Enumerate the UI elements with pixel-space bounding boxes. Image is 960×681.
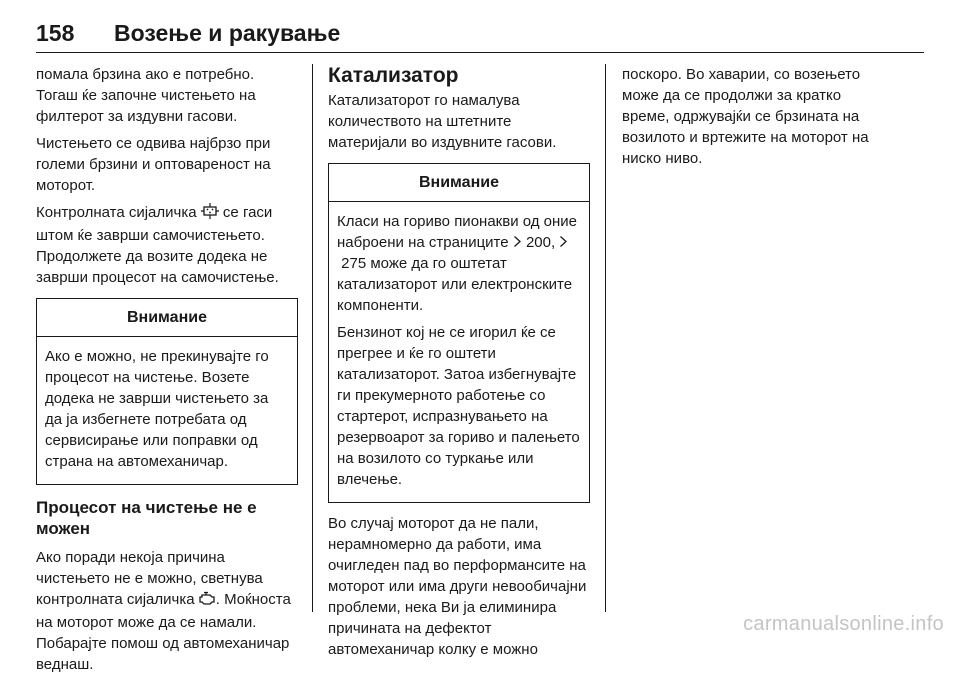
text: се гаси штом ќе заврши самочистењето. Продолжете да возите додека не заврши процесот на самочистење. [36,204,279,286]
column-right [622,64,890,175]
caution-text: Бензинот кој не се игорил ќе се прегрее и ќе го оштети катализаторот. Затоа избегнувајте ги прекумерното работење со стартерот, испразнувањето на резервоарот за гориво и палењето на возилото со туркање или влечење. [337,324,580,488]
page-ref-arrow-icon [559,233,568,246]
text: , [550,234,560,251]
page-ref-arrow-icon [513,233,522,246]
text: може да го оштетат катализаторот или електронските компоненти. [337,255,573,314]
column-divider [605,64,606,612]
page-ref[interactable]: 275 [341,255,367,272]
watermark: carmanualsonline.info [743,613,944,635]
page-ref[interactable]: 200 [525,234,551,251]
column-divider [312,64,313,612]
page-header [36,18,924,53]
caution-title: Внимание [329,164,589,202]
exhaust-filter-icon [201,203,219,225]
caution-text [337,211,581,316]
paragraph: Катализаторот го намалува количеството на штетните материјали во издувните гасови. [328,92,557,151]
section-heading: Процесот на чистење не е можен [36,498,257,538]
caution-text: Ако е можно, не прекинувајте го процесот на чистење. Возете додека не заврши чистењето за да ја избегнете потребата од сервисирање или поправки од страна на автомеханичар. [45,348,269,470]
column-middle [328,64,590,666]
text: Контролната сијаличка [36,204,201,221]
text: . Моќноста на моторот може да се намали. Побарајте помош од автомеханичар веднаш. [36,591,291,673]
text: Класи на гориво пионакви од оние наброени на страниците [337,213,578,251]
caution-box [36,298,298,485]
chapter-title: Возење и ракување [114,20,341,46]
paragraph [36,547,298,675]
page-number: 158 [36,20,75,46]
paragraph: помала брзина ако е потребно. Тогаш ќе започне чистењето на филтерот за издувни гасови. [36,66,256,125]
paragraph [36,202,298,288]
paragraph: поскоро. Во хаварии, со возењето може да се продолжи за кратко време, одржувајќи се брзината на возилото и вртежите на моторот на ниско ниво. [622,66,869,167]
caution-title: Внимание [37,299,297,337]
text: Ако поради некоја причина чистењето не е можно, светнува контролната сијаличка [36,549,263,608]
paragraph: Во случај моторот да не пали, нерамномерно да работи, има очигледен пад во перформансите на моторот или има други невообичајни проблеми, нека Ви ја елиминира причината на дефектот автомеханичар колку е можно [328,515,587,658]
engine-check-icon [199,591,216,612]
column-left [36,64,298,681]
caution-box [328,163,590,503]
paragraph: Чистењето се одвива најбрзо при големи брзини и оптовареност на моторот. [36,135,271,194]
section-heading: Катализатор [328,64,459,87]
